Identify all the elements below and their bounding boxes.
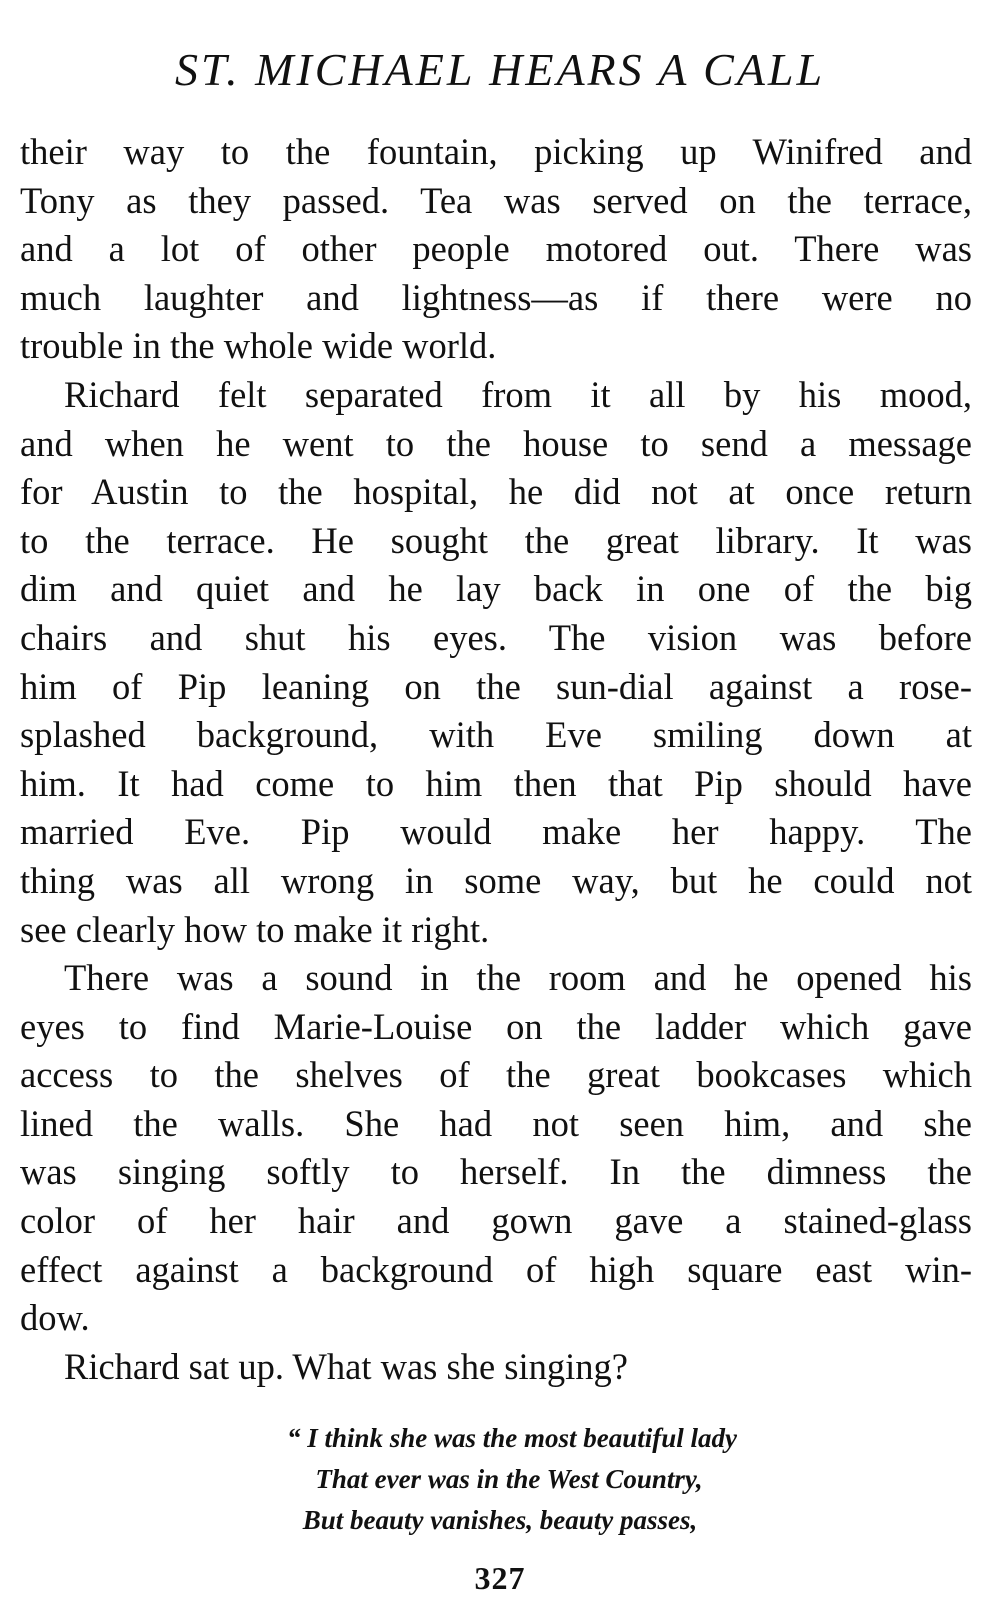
text-line: Richard felt separated from it all by his mood, bbox=[64, 373, 972, 415]
text-line: married Eve. Pip would make her happy. The bbox=[20, 811, 972, 853]
text-line: dow. bbox=[20, 1297, 90, 1339]
text-line: thing was all wrong in some way, but he could not bbox=[20, 859, 972, 901]
body-text bbox=[20, 128, 972, 1391]
text-line: chairs and shut his eyes. The vision was before bbox=[20, 616, 972, 658]
text-line: him. It had come to him then that Pip should have bbox=[20, 762, 972, 804]
verse-line: But beauty vanishes, beauty passes, bbox=[302, 1505, 698, 1535]
verse-line: That ever was in the West Country, bbox=[315, 1464, 703, 1494]
text-line: access to the shelves of the great bookcases which bbox=[20, 1054, 972, 1096]
page-number: 327 bbox=[474, 1560, 526, 1596]
text-line: trouble in the whole wide world. bbox=[20, 325, 497, 367]
text-line: for Austin to the hospital, he did not at once return bbox=[20, 471, 972, 513]
running-head: ST. MICHAEL HEARS A CALL bbox=[174, 44, 826, 95]
text-line: effect against a background of high square east win- bbox=[20, 1248, 972, 1290]
text-line: and a lot of other people motored out. There was bbox=[20, 228, 972, 270]
verse-quote bbox=[0, 1418, 1000, 1541]
text-line: lined the walls. She had not seen him, and she bbox=[20, 1102, 972, 1144]
text-line: and when he went to the house to send a message bbox=[20, 422, 972, 464]
text-line: see clearly how to make it right. bbox=[20, 908, 490, 950]
text-line: their way to the fountain, picking up Winifred and bbox=[20, 131, 972, 172]
text-line: Richard sat up. What was she singing? bbox=[64, 1345, 628, 1387]
text-line: eyes to find Marie-Louise on the ladder which gave bbox=[20, 1005, 972, 1047]
text-line: dim and quiet and he lay back in one of the big bbox=[20, 568, 972, 610]
text-line: Tony as they passed. Tea was served on the terrace, bbox=[20, 179, 972, 221]
text-line: There was a sound in the room and he opened his bbox=[64, 957, 972, 999]
verse-line: “ I think she was the most beautiful lady bbox=[286, 1423, 738, 1453]
text-line: color of her hair and gown gave a stained-glass bbox=[20, 1200, 972, 1242]
text-line: much laughter and lightness—as if there were no bbox=[20, 276, 972, 318]
text-line: splashed background, with Eve smiling down at bbox=[20, 714, 972, 756]
text-line: him of Pip leaning on the sun-dial against a rose- bbox=[20, 665, 972, 707]
text-line: was singing softly to herself. In the dimness the bbox=[20, 1151, 972, 1193]
text-line: to the terrace. He sought the great library. It was bbox=[20, 519, 972, 561]
